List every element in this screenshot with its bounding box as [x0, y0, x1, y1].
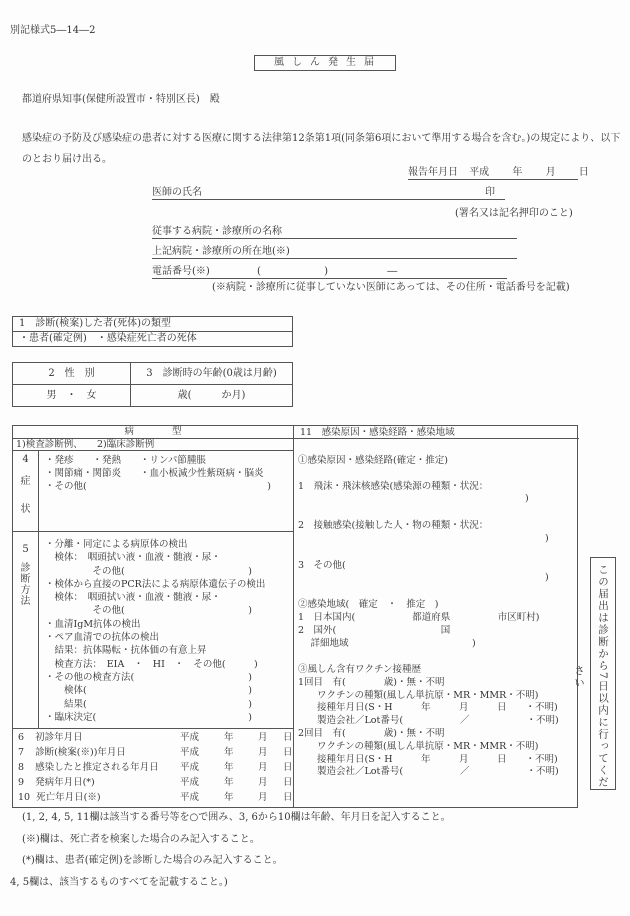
section4-label-2: 状 — [20, 504, 31, 515]
cause-heading[interactable]: ①感染原因・感染経路(確定・推定) — [298, 455, 448, 466]
sex-options[interactable]: 男 ・ 女 — [13, 385, 131, 407]
report-date-label: 報告年月日 — [408, 167, 458, 178]
form-title: 風しん発生届 — [254, 55, 396, 71]
doctor-name-field[interactable] — [152, 187, 505, 200]
diag-line-3[interactable]: その他( ) — [45, 565, 252, 577]
region-overseas[interactable]: 2 国外( 国 — [298, 625, 451, 636]
section23-table — [12, 362, 293, 407]
symptoms-line-1[interactable]: ・発疹 ・発熱 ・リンパ節腫脹 — [45, 455, 206, 466]
phone-field[interactable] — [152, 266, 507, 279]
section2-heading: 2 性 別 — [13, 363, 131, 385]
section5-label-3: 方 — [20, 585, 31, 596]
diag-line-14[interactable]: ・臨床決定( ) — [45, 711, 252, 723]
hospital-name-label: 従事する病院・診療所の名称 — [152, 226, 282, 237]
diag-line-1[interactable]: ・分離・同定による病原体の検出 — [45, 539, 188, 550]
report-date-field[interactable] — [408, 167, 589, 180]
age-field[interactable]: 歳( か月) — [131, 385, 293, 407]
vaccine1-line-1[interactable]: 1回目 有( 歳)・無・不明 — [298, 676, 445, 688]
vaccine-heading: ③風しん含有ワクチン接種歴 — [298, 664, 422, 675]
diag-line-4[interactable]: ・検体から直接のPCR法による病原体遺伝子の検出 — [45, 578, 266, 590]
phone-dash: ― — [387, 266, 398, 277]
diag-line-2[interactable]: 検体： 咽頭拭い液・血液・髄液・尿・ — [45, 552, 221, 564]
symptoms-other[interactable]: ・その他( ) — [45, 481, 271, 492]
footnote-4: 4, 5欄は、該当するものすべてを記載すること。) — [10, 877, 228, 888]
section4-num: 4 — [22, 454, 29, 465]
cause-contact-close: ) — [545, 533, 549, 544]
phone-paren-open: ( — [257, 266, 261, 277]
cause-other-close: ) — [545, 572, 549, 583]
report-month-unit: 月 — [545, 167, 556, 178]
date-row-8[interactable]: 8 感染したと推定される年月日 平成 年 月 日 — [18, 762, 293, 773]
footnote-1: (1, 2, 4, 5, 11欄は該当する番号等を○で囲み、3, 6から10欄は年齢、年月日を記入すること。 — [22, 812, 451, 823]
section5-label-1: 診 — [20, 563, 31, 574]
disease-type-options[interactable]: 1)検査診断例、 2)臨床診断例 — [16, 439, 155, 450]
diag-line-12[interactable]: 検体( ) — [45, 685, 252, 697]
deadline-note: この届出は診断から7日以内に行ってください — [590, 557, 616, 790]
region-heading[interactable]: ②感染地域( 確定 ・ 推定 ) — [298, 599, 439, 610]
seal-mark: 印 — [485, 187, 495, 198]
diag-line-13[interactable]: 結果( ) — [45, 698, 252, 710]
form-id: 別記様式5―14―2 — [10, 25, 96, 36]
section4-label-1: 症 — [20, 476, 31, 487]
phone-note: (※病院・診療所に従事していない医師にあっては、その住所・電話番号を記載) — [212, 282, 570, 293]
section1-table — [12, 316, 293, 347]
phone-label: 電話番号(※) — [152, 266, 210, 277]
diag-line-7[interactable]: ・血清IgM抗体の検出 — [45, 618, 141, 630]
hospital-name-field[interactable] — [152, 226, 517, 239]
vaccine1-line-4[interactable]: 製造会社／Lot番号( ／ ・不明) — [298, 715, 559, 727]
section11-heading: 11 感染原因・感染経路・感染地域 — [300, 427, 455, 438]
cause-contact[interactable]: 2 接触感染(接触した人・物の種類・状況： — [298, 520, 489, 531]
hospital-address-label: 上記病院・診療所の所在地(※) — [152, 246, 290, 257]
date-row-6[interactable]: 6 初診年月日 平成 年 月 日 — [18, 732, 293, 743]
report-year-unit: 年 — [512, 167, 523, 178]
date-row-7[interactable]: 7 診断(検案(※))年月日 平成 年 月 日 — [18, 747, 293, 758]
symptoms-line-2[interactable]: ・関節痛・関節炎 ・血小板減少性紫斑病・脳炎 — [45, 468, 264, 479]
addressee: 都道府県知事(保健所設置市・特別区長) 殿 — [22, 94, 220, 105]
date-row-10[interactable]: 10 死亡年月日(※) 平成 年 月 日 — [18, 792, 293, 803]
cause-droplet[interactable]: 1 飛沫・飛沫核感染(感染源の種類・状況： — [298, 481, 489, 492]
law-text: 感染症の予防及び感染症の患者に対する医療に関する法律第12条第1項(同条第6項において準用する場合を含む。)の規定により、以下のとおり届け出る。 — [22, 133, 621, 165]
report-era: 平成 — [469, 167, 490, 178]
cause-other[interactable]: 3 その他( — [298, 560, 346, 571]
region-detail[interactable]: 詳細地域 ) — [298, 638, 476, 649]
disease-type-heading: 病 型 — [124, 426, 182, 437]
diag-line-9[interactable]: 結果：抗体陽転・抗体価の有意上昇 — [45, 645, 207, 657]
section1-heading: 1 診断(検案)した者(死体)の類型 — [13, 317, 293, 332]
footnote-3: (*)欄は、患者(確定例)を診断した場合のみ記入すること。 — [22, 855, 283, 866]
report-day-unit: 日 — [578, 167, 589, 178]
vaccine2-line-4[interactable]: 製造会社／Lot番号( ／ ・不明) — [298, 766, 559, 778]
diag-line-6[interactable]: その他( ) — [45, 605, 252, 617]
hospital-address-field[interactable] — [152, 246, 517, 259]
diag-line-8[interactable]: ・ペア血清での抗体の検出 — [45, 632, 160, 644]
diag-line-11[interactable]: ・その他の検査方法( ) — [45, 671, 252, 683]
section5-num: 5 — [22, 544, 29, 555]
date-row-9[interactable]: 9 発病年月日(*) 平成 年 月 日 — [18, 777, 293, 788]
doctor-name-label: 医師の氏名 — [152, 187, 202, 198]
section5-label-2: 断 — [20, 574, 31, 585]
vaccine2-line-2[interactable]: ワクチンの種類(風しん単抗原・MR・MMR・不明) — [298, 740, 539, 752]
sign-note: (署名又は記名押印のこと) — [455, 208, 573, 219]
cause-droplet-close: ) — [525, 493, 529, 504]
main-table — [12, 425, 578, 808]
footnote-2: (※)欄は、死亡者を検案した場合のみ記入すること。 — [22, 834, 260, 845]
section5-label-4: 法 — [20, 596, 31, 607]
section3-heading: 3 診断時の年齢(0歳は月齢) — [131, 363, 293, 385]
vaccine1-line-3[interactable]: 接種年月日(S・H 年 月 日 ・不明) — [298, 702, 558, 714]
diag-line-10[interactable]: 検査方法： EIA ・ HI ・ その他( ) — [45, 658, 258, 670]
vaccine2-line-3[interactable]: 接種年月日(S・H 年 月 日 ・不明) — [298, 753, 558, 765]
phone-paren-close: ) — [324, 266, 328, 277]
region-domestic[interactable]: 1 日本国内( 都道府県 市区町村) — [298, 612, 540, 623]
vaccine1-line-2[interactable]: ワクチンの種類(風しん単抗原・MR・MMR・不明) — [298, 689, 539, 701]
vaccine2-line-1[interactable]: 2回目 有( 歳)・無・不明 — [298, 727, 445, 739]
section1-options[interactable]: ・患者(確定例) ・感染症死亡者の死体 — [13, 332, 293, 347]
diag-line-5[interactable]: 検体： 咽頭拭い液・血液・髄液・尿・ — [45, 592, 221, 604]
